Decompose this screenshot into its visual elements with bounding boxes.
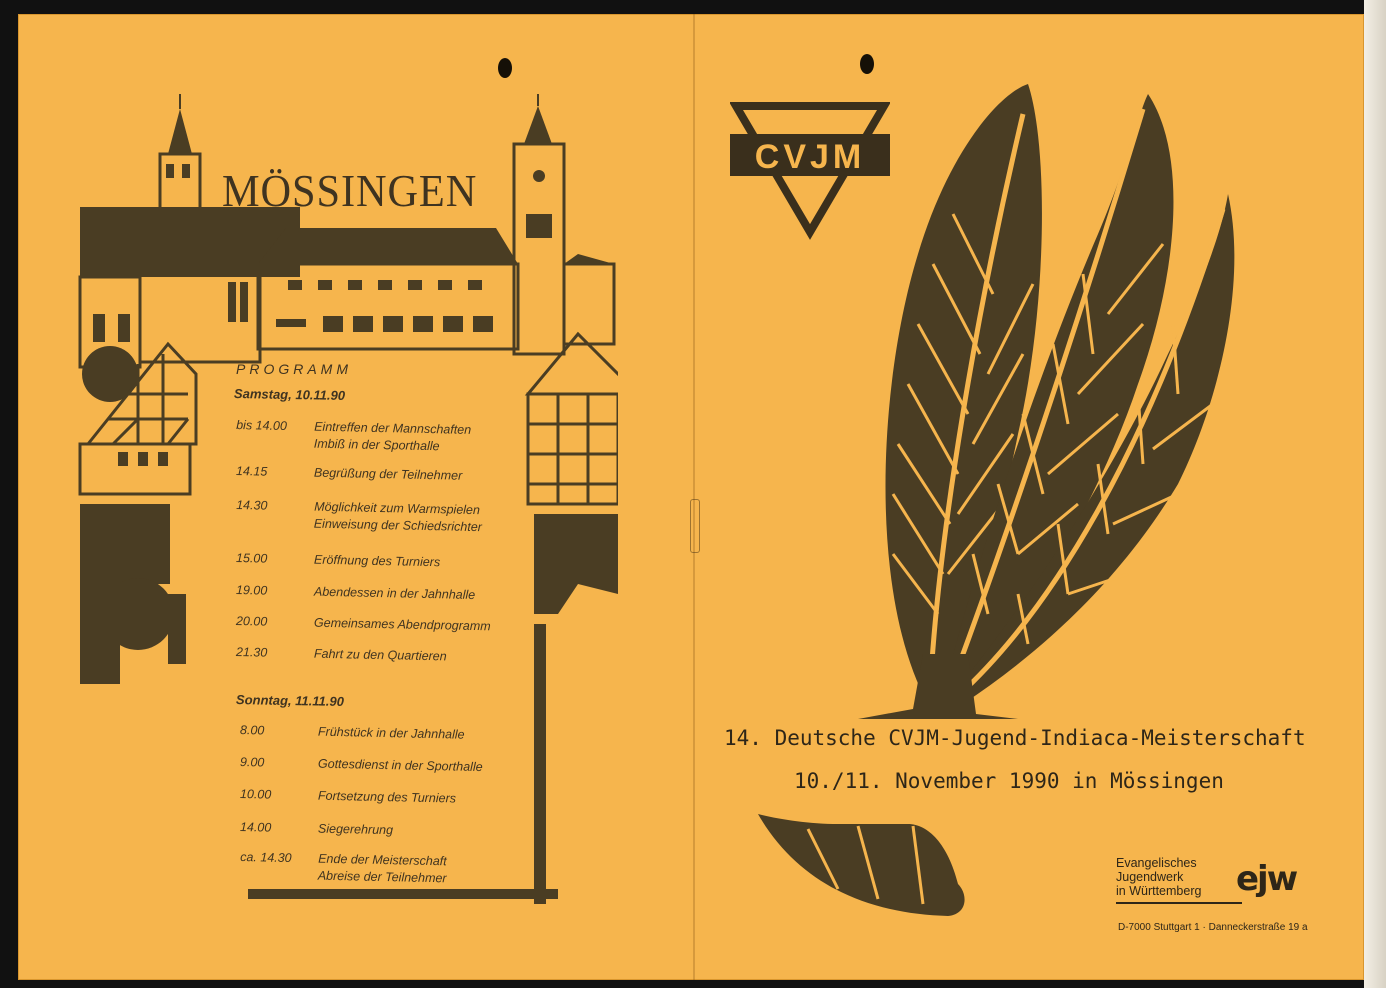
schedule-desc-2: Imbiß in der Sporthalle: [313, 436, 440, 454]
schedule-desc: Eröffnung des Turniers: [313, 552, 441, 570]
staple: [690, 499, 700, 553]
timbered-house-right: [528, 334, 618, 504]
schedule-time: 21.30: [235, 645, 268, 660]
lower-right-shapes: [248, 514, 618, 904]
schedule-desc-2: Abreise der Teilnehmer: [317, 868, 447, 886]
schedule-desc: Siegerehrung: [317, 821, 394, 838]
paper-edge: [1364, 0, 1386, 988]
schedule-desc: Frühstück in der Jahnhalle: [317, 724, 465, 742]
publisher-name: [1116, 856, 1201, 898]
schedule-time: 14.15: [235, 464, 268, 479]
booklet-sheet: [18, 14, 1364, 980]
schedule-desc: Ende der Meisterschaft: [318, 851, 447, 869]
left-tower: [160, 94, 200, 224]
schedule-desc: Gottesdienst in der Sporthalle: [317, 756, 483, 775]
schedule-time: 9.00: [239, 755, 265, 770]
lower-left-shapes: [80, 452, 186, 684]
town-illustration: [18, 14, 618, 914]
schedule-time: 20.00: [235, 614, 268, 629]
schedule-time: 10.00: [239, 787, 272, 802]
publisher-address: D-7000 Stuttgart 1 · Danneckerstraße 19 a: [1118, 922, 1308, 933]
cvjm-logo-text: CVJM: [754, 138, 866, 176]
schedule-time: bis 14.00: [236, 418, 288, 434]
schedule-time: 8.00: [239, 723, 265, 738]
feather-illustration: [718, 54, 1238, 934]
town-title: MÖSSINGEN: [222, 165, 478, 216]
publisher-divider: [1116, 902, 1242, 904]
schedule-time: ca. 14.30: [240, 850, 292, 866]
publisher-line-1: Evangelisches: [1116, 856, 1197, 870]
town-hall: [258, 228, 518, 349]
ejw-logo: ejw: [1236, 859, 1297, 899]
schedule-time: 19.00: [235, 583, 268, 598]
schedule-desc: Gemeinsames Abendprogramm: [313, 615, 491, 634]
center-fold: [693, 14, 695, 980]
schedule-desc: Eintreffen der Mannschaften: [314, 419, 472, 437]
schedule-time: 14.00: [239, 820, 272, 835]
schedule-desc: Abendessen in der Jahnhalle: [313, 584, 476, 603]
program-heading: PROGRAMM: [236, 361, 352, 377]
event-headline: 14. Deutsche CVJM-Jugend-Indiaca-Meisterschaft: [724, 726, 1306, 750]
schedule-row: [236, 498, 483, 534]
schedule-row: [236, 418, 472, 454]
schedule-desc: Möglichkeit zum Warmspielen: [314, 499, 481, 518]
saturday-heading: Samstag, 10.11.90: [233, 386, 346, 403]
right-tower: [514, 94, 614, 354]
schedule-desc-2: Einweisung der Schiedsrichter: [313, 516, 483, 535]
publisher-line-2: Jugendwerk: [1116, 870, 1184, 884]
publisher-line-3: in Württemberg: [1116, 884, 1202, 898]
sunday-heading: Sonntag, 11.11.90: [235, 692, 345, 709]
schedule-row: [240, 850, 447, 885]
schedule-desc: Begrüßung der Teilnehmer: [313, 465, 463, 483]
schedule-desc: Fortsetzung des Turniers: [317, 788, 457, 806]
schedule-desc: Fahrt zu den Quartieren: [313, 646, 447, 664]
event-dates: 10./11. November 1990 in Mössingen: [794, 769, 1224, 793]
schedule-time: 14.30: [236, 498, 268, 513]
house-base: [80, 444, 190, 494]
schedule-time: 15.00: [235, 551, 268, 566]
